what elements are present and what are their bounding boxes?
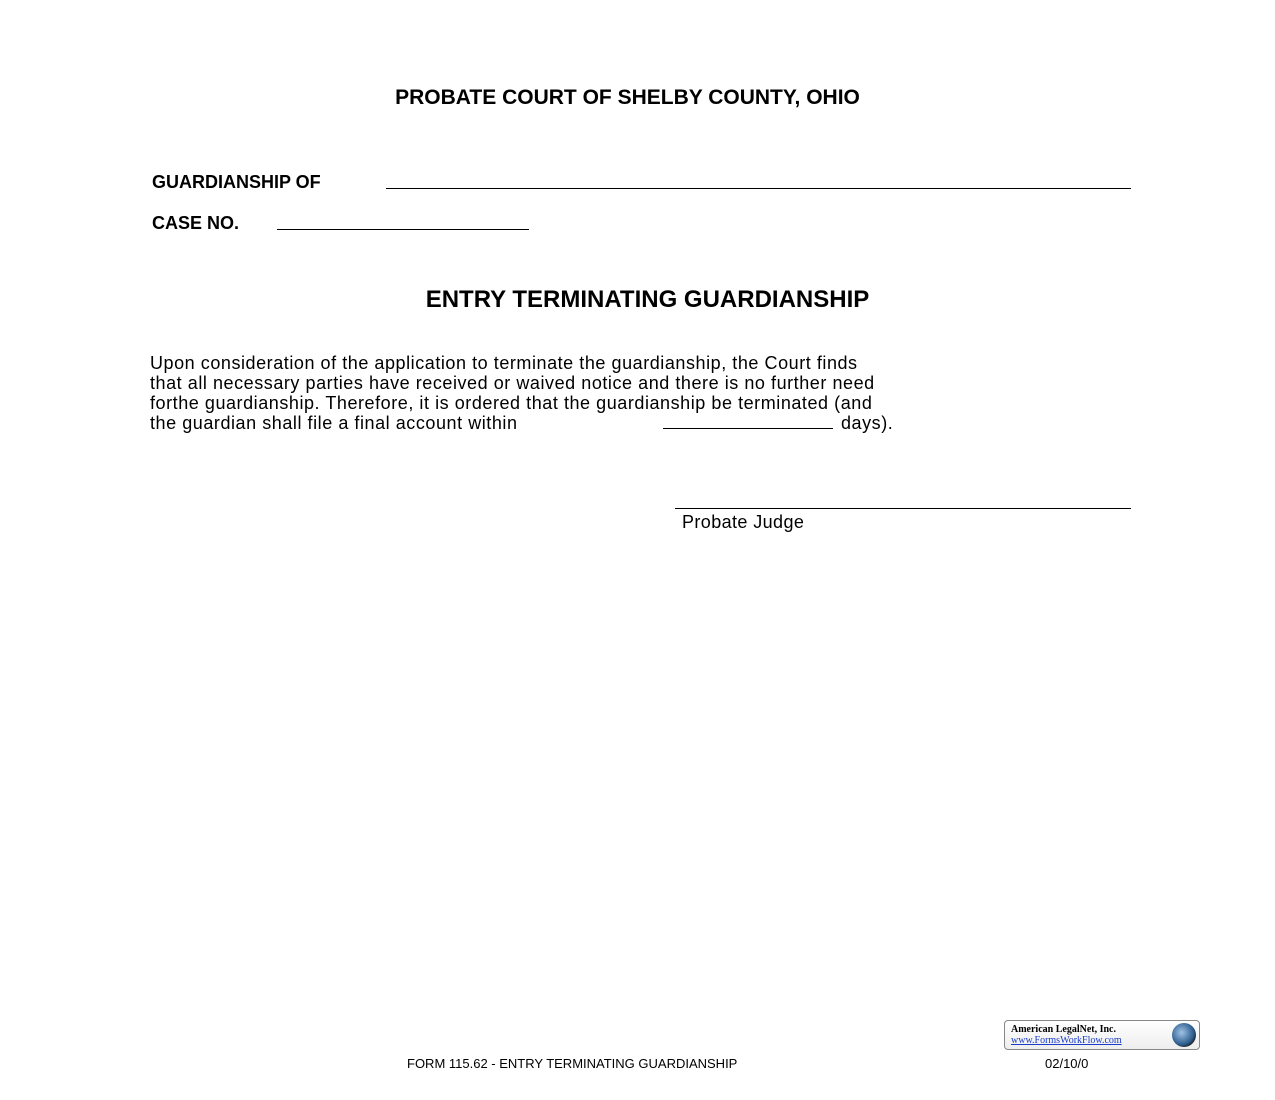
judge-signature-line[interactable] <box>675 508 1131 509</box>
body-line-1: Upon consideration of the application to terminate the guardianship, the Court finds <box>150 353 858 373</box>
days-field[interactable] <box>663 428 833 429</box>
body-line-3: forthe guardianship. Therefore, it is ordered that the guardianship be terminated (and <box>150 393 873 413</box>
form-footer: FORM 115.62 - ENTRY TERMINATING GUARDIANSHIP <box>407 1056 738 1071</box>
court-heading: PROBATE COURT OF SHELBY COUNTY, OHIO <box>395 86 860 109</box>
probate-judge-label: Probate Judge <box>682 512 805 532</box>
body-line-2: that all necessary parties have received or waived notice and there is no further need <box>150 373 875 393</box>
document-title: ENTRY TERMINATING GUARDIANSHIP <box>425 286 870 313</box>
case-no-field[interactable] <box>277 229 529 230</box>
logo-url[interactable]: www.FormsWorkFlow.com <box>1011 1035 1122 1046</box>
case-no-label: CASE NO. <box>152 213 240 233</box>
body-line-4: the guardian shall file a final account within <box>150 413 518 433</box>
globe-icon <box>1172 1023 1196 1047</box>
guardianship-of-field[interactable] <box>386 188 1131 189</box>
american-legalnet-logo <box>1004 1020 1200 1050</box>
form-date: 02/10/0 <box>1045 1056 1089 1071</box>
logo-company: American LegalNet, Inc. <box>1011 1024 1116 1035</box>
days-suffix: days). <box>841 413 894 433</box>
guardianship-of-label: GUARDIANSHIP OF <box>152 172 321 192</box>
